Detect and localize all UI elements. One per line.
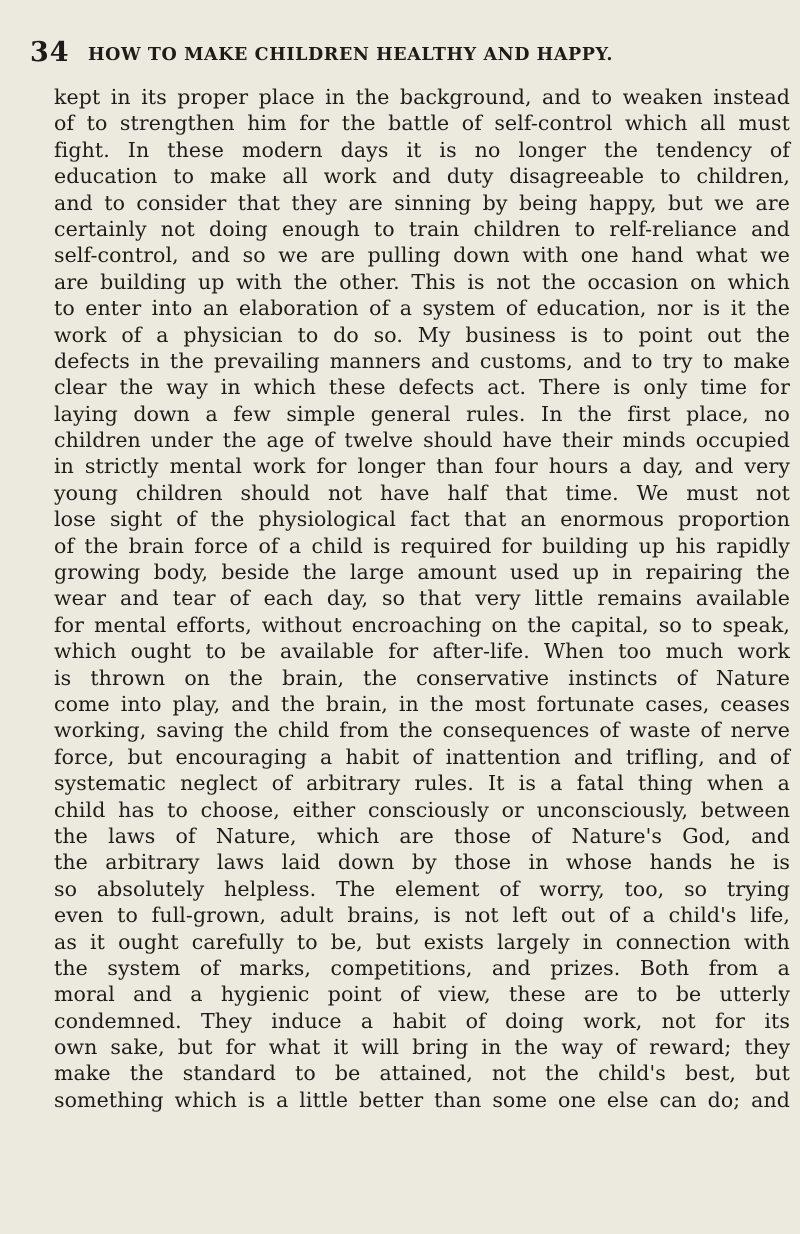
text-line: which ought to be available for after-life. When too much work <box>54 639 790 664</box>
text-line: kept in its proper place in the background, and to weaken instead <box>54 85 790 109</box>
text-line: lose sight of the physiological fact that an enormous proportion <box>54 507 790 532</box>
text-line: for mental efforts, without encroaching on the capital, so to speak, <box>54 612 790 637</box>
text-line: child has to choose, either consciously or unconsciously, between <box>54 797 790 822</box>
text-line: force, but encouraging a habit of inattention and trifling, and of <box>54 744 790 769</box>
text-line: own sake, but for what it will bring in the way of reward; they <box>54 1035 790 1060</box>
text-line: the laws of Nature, which are those of Nature's God, and <box>54 823 790 848</box>
text-line: fight. In these modern days it is no longer the tendency of <box>54 137 790 162</box>
text-line: education to make all work and duty disagreeable to children, <box>54 164 790 189</box>
text-line: moral and a hygienic point of view, these are to be utterly <box>54 982 790 1007</box>
text-line: so absolutely helpless. The element of worry, too, so trying <box>54 876 790 901</box>
text-line: young children should not have half that time. We must not <box>54 480 790 505</box>
text-line: in strictly mental work for longer than four hours a day, and very <box>54 454 790 479</box>
running-title: HOW TO MAKE CHILDREN HEALTHY AND HAPPY. <box>88 45 614 65</box>
text-line: make the standard to be attained, not the child's best, but <box>54 1061 790 1086</box>
text-line: of the brain force of a child is required for building up his rapidly <box>54 533 790 558</box>
text-line: work of a physician to do so. My business is to point out the <box>54 322 790 347</box>
text-line: self-control, and so we are pulling down with one hand what we <box>54 243 790 268</box>
text-line: growing body, beside the large amount used up in repairing the <box>54 560 790 585</box>
running-head <box>30 38 770 68</box>
text-line: and to consider that they are sinning by being happy, but we are <box>54 190 790 215</box>
body-paragraph <box>54 84 790 1113</box>
text-line: certainly not doing enough to train children to relf-reliance and <box>54 216 790 241</box>
text-line: are building up with the other. This is not the occasion on which <box>54 269 790 294</box>
text-line: laying down a few simple general rules. In the first place, no <box>54 401 790 426</box>
text-line: systematic neglect of arbitrary rules. It is a fatal thing when a <box>54 771 790 796</box>
text-line: children under the age of twelve should have their minds occupied <box>54 428 790 453</box>
text-line: to enter into an elaboration of a system of education, nor is it the <box>54 296 790 321</box>
text-line: the arbitrary laws laid down by those in whose hands he is <box>54 850 790 875</box>
text-line: defects in the prevailing manners and customs, and to try to make <box>54 348 790 373</box>
text-line: working, saving the child from the consequences of waste of nerve <box>54 718 790 743</box>
text-line: of to strengthen him for the battle of self-control which all must <box>54 111 790 136</box>
text-line: wear and tear of each day, so that very little remains available <box>54 586 790 611</box>
text-line: condemned. They induce a habit of doing work, not for its <box>54 1008 790 1033</box>
text-line: something which is a little better than some one else can do; and <box>54 1087 790 1112</box>
text-line: come into play, and the brain, in the most fortunate cases, ceases <box>54 691 790 716</box>
text-line: as it ought carefully to be, but exists largely in connection with <box>54 929 790 954</box>
page-number: 34 <box>30 37 70 68</box>
text-line: even to full-grown, adult brains, is not left out of a child's life, <box>54 903 790 928</box>
text-line: clear the way in which these defects act. There is only time for <box>54 375 790 400</box>
text-line: the system of marks, competitions, and prizes. Both from a <box>54 955 790 980</box>
text-line: is thrown on the brain, the conservative instincts of Nature <box>54 665 790 690</box>
